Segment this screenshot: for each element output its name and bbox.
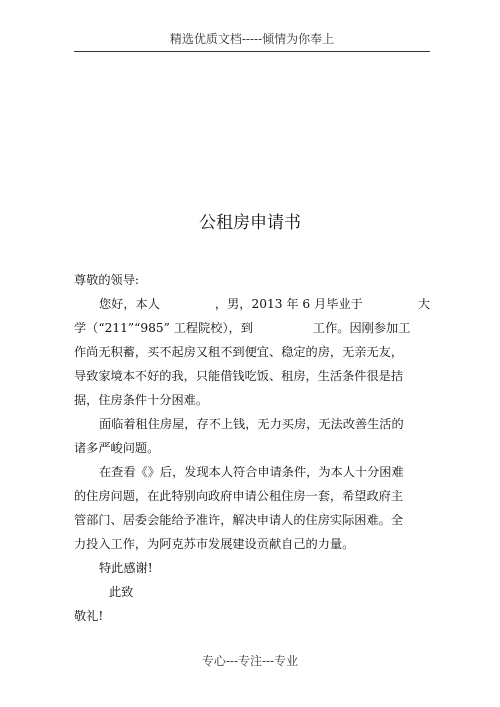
paragraph-line xyxy=(74,292,430,316)
paragraph-line: 诸多严峻问题。 xyxy=(74,441,160,455)
header-divider xyxy=(74,51,430,52)
text-segment: 学（“211”“985” 工程院校），到 xyxy=(74,321,253,335)
text-segment: 工作。因刚参加工 xyxy=(312,321,411,335)
paragraph-line: 管部门、居委会能给予准许，解决申请人的住房实际困难。全 xyxy=(74,513,404,527)
paragraph-line: 面临着租住房屋，存不上钱，无力买房，无法改善生活的 xyxy=(99,417,404,431)
paragraph-line: 据，住房条件十分困难。 xyxy=(74,393,209,407)
paragraph-line: 在查看《》后，发现本人符合申请条件，为本人十分困难 xyxy=(99,465,404,479)
letter-body xyxy=(74,268,430,628)
document-title: 公租房申请书 xyxy=(199,213,301,233)
text-segment: 大 xyxy=(417,297,430,311)
paragraph-line: 力投入工作，为阿克苏市发展建设贡献自己的力量。 xyxy=(74,537,355,551)
closing-line: 敬礼! xyxy=(74,609,104,623)
paragraph-line: 的住房问题，在此特别向政府申请公租住房一套，希望政府主 xyxy=(74,489,404,503)
paragraph-line xyxy=(74,316,430,340)
page-header: 精选优质文档-----倾情为你奉上 xyxy=(169,32,335,46)
paragraph-line: 导致家境本不好的我，只能借钱吃饭、租房，生活条件很是拮 xyxy=(74,369,404,383)
text-segment: 您好，本人 xyxy=(99,297,160,311)
salutation: 尊敬的领导: xyxy=(74,273,140,287)
page-footer: 专心---专注---专业 xyxy=(201,654,299,668)
paragraph-line: 作尚无积蓄，买不起房又租不到便宜、稳定的房，无亲无友， xyxy=(74,345,404,359)
text-segment: ，男，2013 年 6 月毕业于 xyxy=(214,297,363,311)
closing-line: 此致 xyxy=(109,585,134,599)
thanks-line: 特此感谢! xyxy=(99,561,153,575)
